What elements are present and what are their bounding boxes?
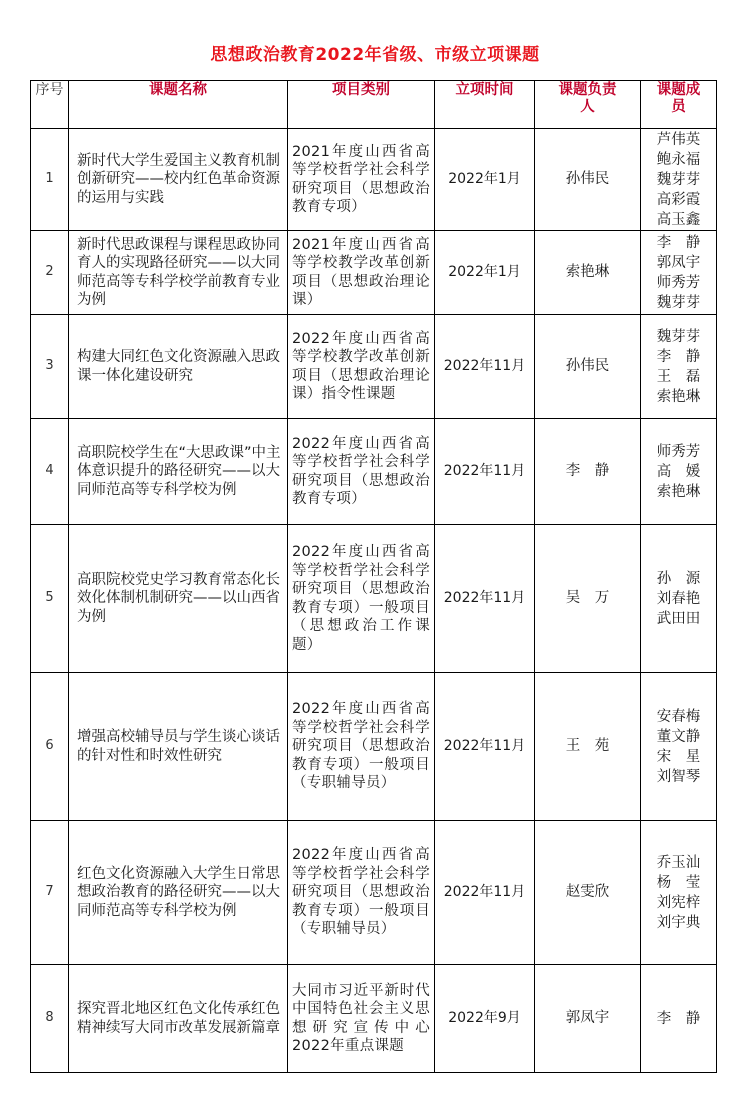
member-name: 刘春艳 xyxy=(656,590,701,607)
project-category: 2021年度山西省高等学校哲学社会科学研究项目（思想政治教育专项） xyxy=(288,129,435,231)
row-index: 8 xyxy=(31,965,69,1073)
member-name: 郭凤宇 xyxy=(656,254,701,271)
member-name: 王 磊 xyxy=(656,368,701,385)
project-members xyxy=(641,525,717,673)
table-row xyxy=(31,525,717,673)
project-category: 2022年度山西省高等学校教学改革创新项目（思想政治理论课）指令性课题 xyxy=(288,315,435,419)
member-name: 魏芽芽 xyxy=(656,171,701,188)
project-members xyxy=(641,965,717,1073)
member-name: 安春梅 xyxy=(656,708,701,725)
project-table xyxy=(30,80,717,1073)
project-leader: 孙伟民 xyxy=(535,129,641,231)
member-name: 乔玉汕 xyxy=(656,854,701,871)
project-name: 高职院校学生在“大思政课”中主体意识提升的路径研究——以大同师范高等专科学校为例 xyxy=(69,419,288,525)
page-title: 思想政治教育2022年省级、市级立项课题 xyxy=(210,45,540,65)
member-name: 董文静 xyxy=(656,728,701,745)
table-row xyxy=(31,419,717,525)
approval-date: 2022年11月 xyxy=(435,821,535,965)
member-name: 高彩霞 xyxy=(656,191,701,208)
table-row xyxy=(31,129,717,231)
project-leader: 王 苑 xyxy=(535,673,641,821)
member-name: 刘宪梓 xyxy=(656,894,701,911)
project-name: 增强高校辅导员与学生谈心谈话的针对性和时效性研究 xyxy=(69,673,288,821)
project-leader: 吴 万 xyxy=(535,525,641,673)
project-name: 探究晋北地区红色文化传承红色精神续写大同市改革发展新篇章 xyxy=(69,965,288,1073)
member-name: 李 静 xyxy=(656,1010,701,1027)
project-name: 高职院校党史学习教育常态化长效化体制机制研究——以山西省为例 xyxy=(69,525,288,673)
member-name: 师秀芳 xyxy=(656,443,701,460)
row-index: 2 xyxy=(31,231,69,315)
approval-date: 2022年11月 xyxy=(435,315,535,419)
member-name: 高玉鑫 xyxy=(656,211,701,228)
member-name: 李 静 xyxy=(656,234,701,251)
project-name: 新时代大学生爱国主义教育机制创新研究——校内红色革命资源的运用与实践 xyxy=(69,129,288,231)
approval-date: 2022年1月 xyxy=(435,231,535,315)
row-index: 6 xyxy=(31,673,69,821)
table-row xyxy=(31,315,717,419)
approval-date: 2022年11月 xyxy=(435,419,535,525)
project-leader: 孙伟民 xyxy=(535,315,641,419)
member-name: 索艳琳 xyxy=(656,388,701,405)
table-row xyxy=(31,821,717,965)
row-index: 3 xyxy=(31,315,69,419)
project-category: 2022年度山西省高等学校哲学社会科学研究项目（思想政治教育专项）一般项目（专职辅导员） xyxy=(288,673,435,821)
approval-date: 2022年11月 xyxy=(435,673,535,821)
project-leader: 索艳琳 xyxy=(535,231,641,315)
project-name: 新时代思政课程与课程思政协同育人的实现路径研究——以大同师范高等专科学校学前教育专业为例 xyxy=(69,231,288,315)
project-leader: 郭凤宇 xyxy=(535,965,641,1073)
project-category: 大同市习近平新时代中国特色社会主义思想研究宣传中心2022年重点课题 xyxy=(288,965,435,1073)
project-category: 2022年度山西省高等学校哲学社会科学研究项目（思想政治教育专项）一般项目（思想政治工作课题） xyxy=(288,525,435,673)
project-members xyxy=(641,129,717,231)
project-category: 2022年度山西省高等学校哲学社会科学研究项目（思想政治教育专项）一般项目（专职辅导员） xyxy=(288,821,435,965)
header-members: 课题成员 xyxy=(641,81,717,129)
member-name: 芦伟英 xyxy=(656,131,701,148)
member-name: 索艳琳 xyxy=(656,483,701,500)
project-members xyxy=(641,315,717,419)
table-row xyxy=(31,673,717,821)
table-header-row xyxy=(31,81,717,129)
member-name: 魏芽芽 xyxy=(656,294,701,311)
project-leader: 李 静 xyxy=(535,419,641,525)
member-name: 宋 星 xyxy=(656,748,701,765)
row-index: 5 xyxy=(31,525,69,673)
project-members xyxy=(641,231,717,315)
approval-date: 2022年1月 xyxy=(435,129,535,231)
project-members xyxy=(641,419,717,525)
header-idx: 序号 xyxy=(31,81,69,129)
table-row xyxy=(31,231,717,315)
row-index: 1 xyxy=(31,129,69,231)
project-leader: 赵雯欣 xyxy=(535,821,641,965)
member-name: 刘智琴 xyxy=(656,768,701,785)
member-name: 师秀芳 xyxy=(656,274,701,291)
table-row xyxy=(31,965,717,1073)
member-name: 武田田 xyxy=(656,610,701,627)
member-name: 魏芽芽 xyxy=(656,328,701,345)
member-name: 孙 源 xyxy=(656,570,701,587)
approval-date: 2022年11月 xyxy=(435,525,535,673)
member-name: 李 静 xyxy=(656,348,701,365)
header-date: 立项时间 xyxy=(435,81,535,129)
member-name: 高 媛 xyxy=(656,463,701,480)
row-index: 7 xyxy=(31,821,69,965)
project-category: 2021年度山西省高等学校教学改革创新项目（思想政治理论课） xyxy=(288,231,435,315)
project-name: 构建大同红色文化资源融入思政课一体化建设研究 xyxy=(69,315,288,419)
project-members xyxy=(641,821,717,965)
header-name: 课题名称 xyxy=(69,81,288,129)
approval-date: 2022年9月 xyxy=(435,965,535,1073)
project-members xyxy=(641,673,717,821)
member-name: 刘宇典 xyxy=(656,914,701,931)
project-category: 2022年度山西省高等学校哲学社会科学研究项目（思想政治教育专项） xyxy=(288,419,435,525)
project-name: 红色文化资源融入大学生日常思想政治教育的路径研究——以大同师范高等专科学校为例 xyxy=(69,821,288,965)
row-index: 4 xyxy=(31,419,69,525)
header-lead: 课题负责人 xyxy=(535,81,641,129)
member-name: 鲍永福 xyxy=(656,151,701,168)
header-type: 项目类别 xyxy=(288,81,435,129)
member-name: 杨 莹 xyxy=(656,874,701,891)
